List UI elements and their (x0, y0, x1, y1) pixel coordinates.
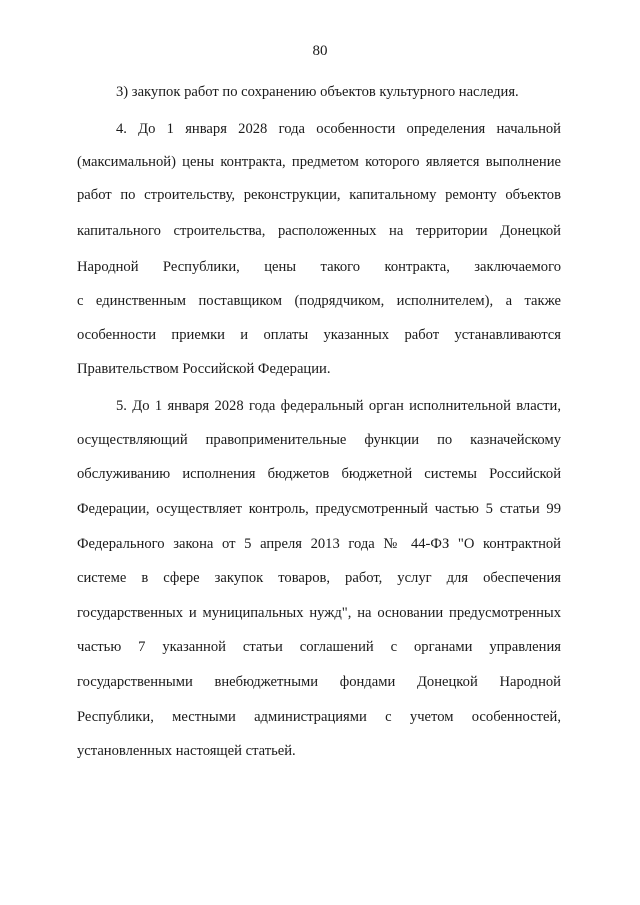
text-line: 4. До 1 января 2028 года особенности определения начальной (116, 121, 561, 137)
text-line: Федерального закона от 5 апреля 2013 года № 44-ФЗ "О контрактной (77, 536, 561, 552)
text-line: особенности приемки и оплаты указанных работ устанавливаются (77, 327, 561, 343)
text-line: обслуживанию исполнения бюджетов бюджетной системы Российской (77, 466, 561, 482)
text-line: работ по строительству, реконструкции, капитальному ремонту объектов (77, 187, 561, 203)
text-line: установленных настоящей статьей. (77, 743, 296, 759)
text-line: Правительством Российской Федерации. (77, 361, 331, 377)
text-line: Республики, местными администрациями с учетом особенностей, (77, 709, 561, 725)
text-line: государственными внебюджетными фондами Донецкой Народной (77, 674, 561, 690)
text-line: 5. До 1 января 2028 года федеральный орган исполнительной власти, (116, 398, 561, 414)
text-line: осуществляющий правоприменительные функции по казначейскому (77, 432, 561, 448)
text-line: Федерации, осуществляет контроль, предусмотренный частью 5 статьи 99 (77, 501, 561, 517)
text-line: 3) закупок работ по сохранению объектов культурного наследия. (116, 84, 519, 100)
text-line: (максимальной) цены контракта, предметом которого является выполнение (77, 154, 561, 170)
text-line: капитального строительства, расположенных на территории Донецкой (77, 223, 561, 239)
text-line: с единственным поставщиком (подрядчиком, исполнителем), а также (77, 293, 561, 309)
page-number: 80 (312, 43, 328, 59)
text-line: Народной Республики, цены такого контракта, заключаемого (77, 259, 561, 275)
text-line: частью 7 указанной статьи соглашений с органами управления (77, 639, 561, 655)
text-line: системе в сфере закупок товаров, работ, услуг для обеспечения (77, 570, 561, 586)
text-line: государственных и муниципальных нужд", на основании предусмотренных (77, 605, 561, 621)
